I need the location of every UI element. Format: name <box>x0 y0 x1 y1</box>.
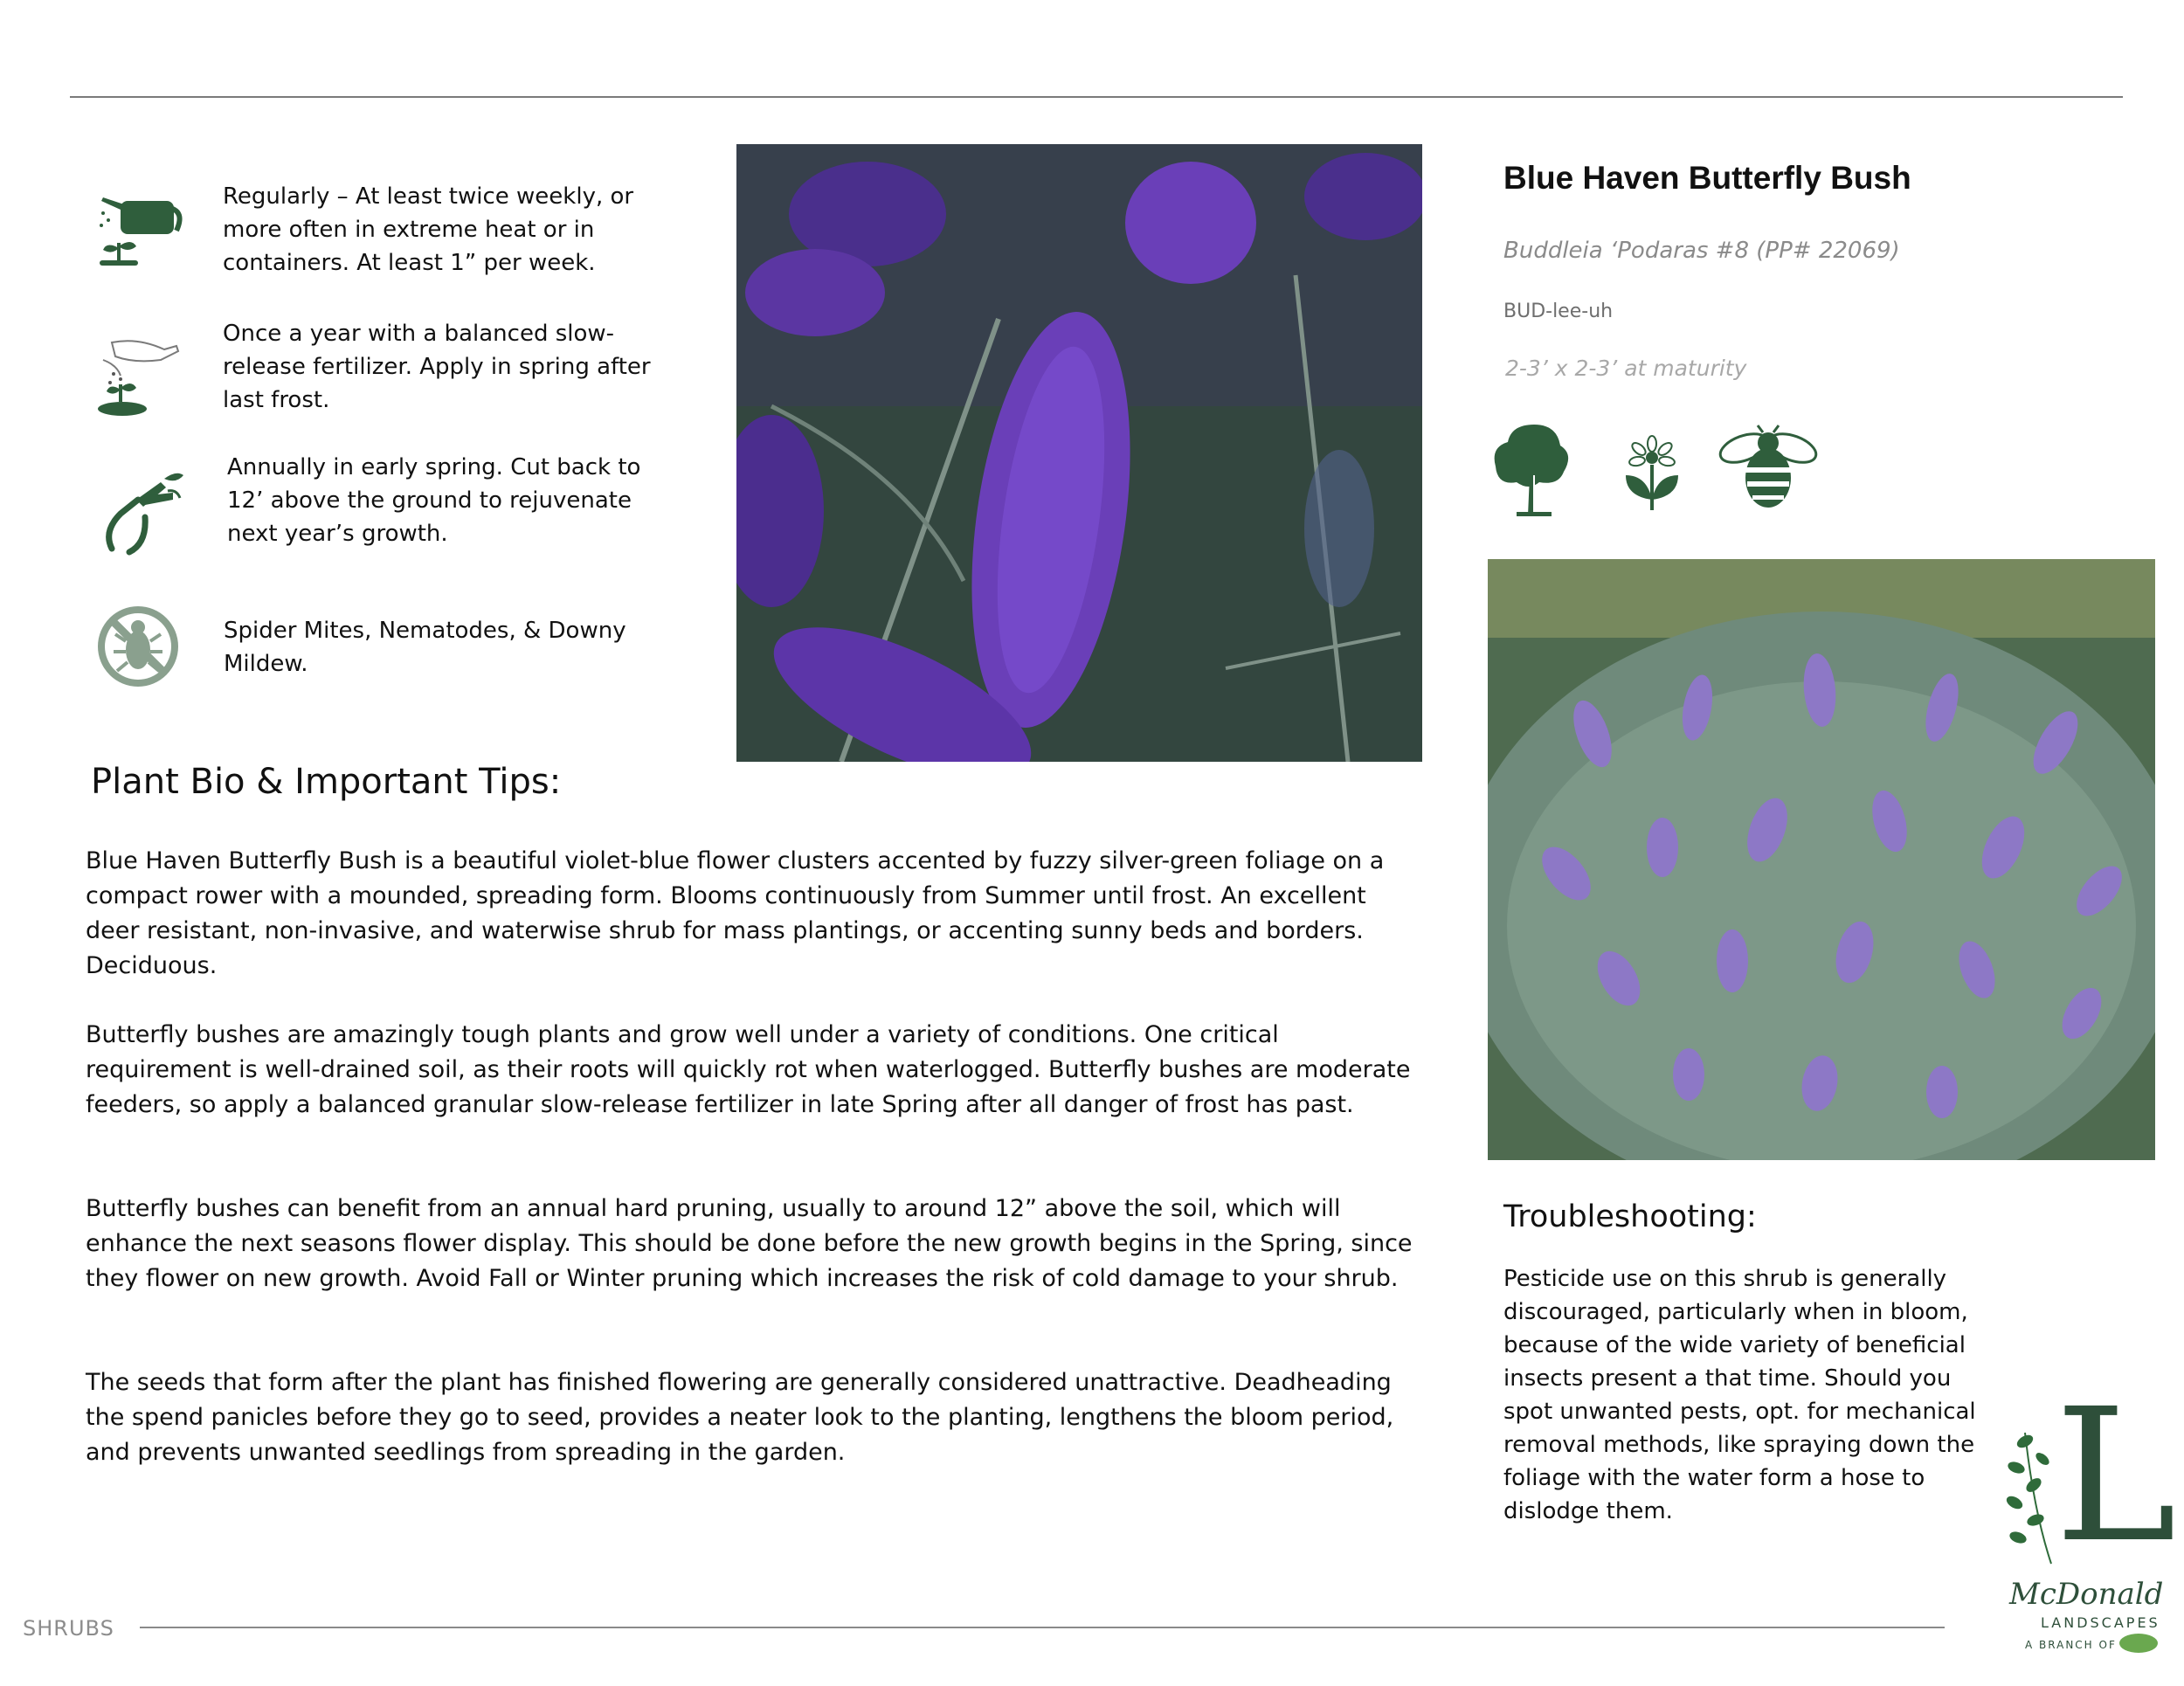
deer-resistant-tree-icon <box>1490 418 1578 522</box>
no-pests-icon <box>93 601 162 688</box>
top-divider <box>70 96 2123 98</box>
bio-paragraph-2: Butterfly bushes are amazingly tough plants and grow well under a variety of conditions. One critical requirement is well-drained soil, as their roots will quickly rot when waterlogged. Butterfly bushes are moderate feeders, so apply a balanced granular slow-release fertilizer in late Spring after all danger of frost has past. <box>86 1021 1411 1118</box>
logo-letter: L <box>2055 1369 2177 1583</box>
flower-icon <box>1621 435 1683 517</box>
mature-size: 2-3’ x 2-3’ at maturity <box>1505 356 1747 381</box>
footer-category: SHRUBS <box>23 1616 114 1641</box>
bio-paragraph-4: The seeds that form after the plant has finished flowering are generally considered unattractive. Deadheading the spend panicles before they go to seed, provides a neater look to the planting, lengthens the bloom period, and prevents unwanted seedlings from spreading in the garden. <box>86 1369 1394 1466</box>
pruning-text: Annually in early spring. Cut back to 12’ above the ground to rejuvenate next year’s growth. <box>227 454 641 547</box>
flower-closeup-photo <box>736 144 1422 762</box>
troubleshooting-heading: Troubleshooting: <box>1503 1199 1757 1234</box>
botanical-name: Buddleia ‘Podaras #8 (PP# 22069) <box>1503 238 1900 264</box>
bio-paragraph-1: Blue Haven Butterfly Bush is a beautiful violet-blue flower clusters accented by fuzzy silver-green foliage on a compact rower with a mounded, spreading form. Blooms continuously from Summer until frost. An excellent deer resistant, non-invasive, and waterwise shrub for mass plantings, or accenting sunny beds and borders. Deciduous. <box>86 847 1385 979</box>
fertilizer-hand-icon <box>94 325 164 412</box>
mcdonald-branch-badge-icon <box>2118 1632 2160 1658</box>
logo-name: McDonald <box>2009 1577 2164 1612</box>
bottom-divider <box>140 1627 1945 1628</box>
troubleshooting-text: Pesticide use on this shrub is generally discouraged, particularly when in bloom, because of the wide variety of beneficial insects present a that time. Should you spot unwanted pests, opt. for mechanical removal methods, like spraying down the foliage with the water form a hose to dislodge them. <box>1503 1266 1976 1524</box>
bio-paragraph-3: Butterfly bushes can benefit from an annual hard pruning, usually to around 12” above the soil, which will enhance the next seasons flower display. This should be done before the new growth begins in the Spring, since they flower on new growth. Avoid Fall or Winter pruning which increases the risk of cold damage to your shrub. <box>86 1195 1413 1292</box>
bee-icon <box>1714 424 1822 515</box>
fertilizer-text: Once a year with a balanced slow-release fertilizer. Apply in spring after last frost. <box>223 321 651 413</box>
pests-text: Spider Mites, Nematodes, & Downy Mildew. <box>224 618 626 677</box>
plant-name: Blue Haven Butterfly Bush <box>1503 160 1911 196</box>
bio-heading: Plant Bio & Important Tips: <box>91 762 562 802</box>
logo-sub: LANDSCAPES <box>2041 1614 2160 1631</box>
watering-text: Regularly – At least twice weekly, or more often in extreme heat or in containers. At least 1” per week. <box>223 183 634 276</box>
pronunciation: BUD-lee-uh <box>1503 301 1614 322</box>
shrub-photo <box>1488 559 2155 1160</box>
pruning-shears-icon <box>94 461 164 549</box>
logo-branch: A BRANCH OF <box>2025 1639 2117 1651</box>
watering-can-icon <box>93 175 162 262</box>
